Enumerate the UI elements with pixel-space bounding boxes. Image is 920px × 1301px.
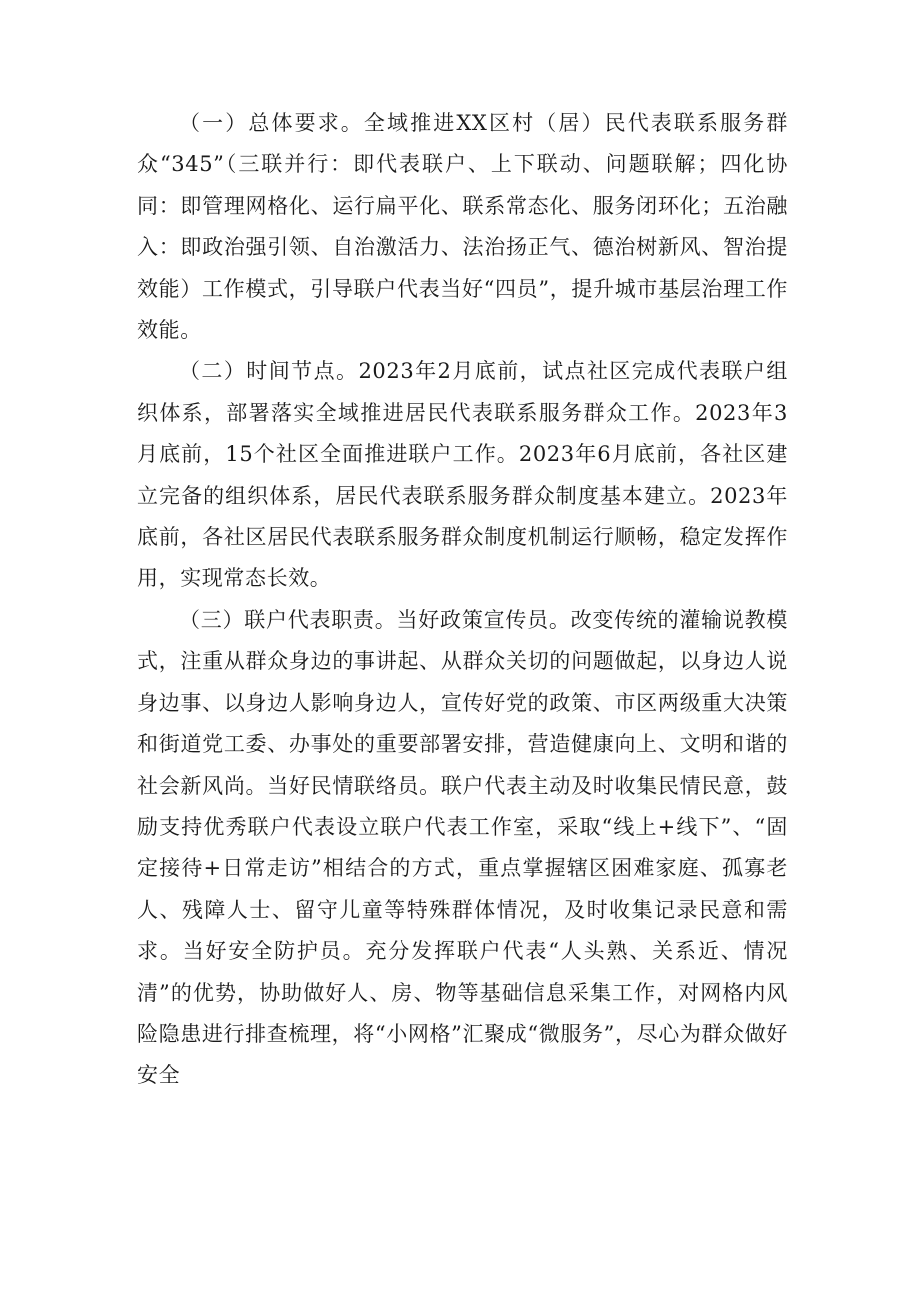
paragraph-overall-requirements: （一）总体要求。全域推进XX区村（居）民代表联系服务群众“345”（三联并行：即代表联户、上下联动、问题联解；四化协同：即管理网格化、运行扁平化、联系常态化、服务闭环化；五治融入：即政治强引领、自治激活力、法治扬正气、德治树新风、智治提效能）工作模式，引导联户代表当好“四员”，提升城市基层治理工作效能。 (137, 111, 788, 343)
document-page (137, 103, 788, 1301)
paragraph-representative-duties: （三）联户代表职责。当好政策宣传员。改变传统的灌输说教模式，注重从群众身边的事讲起、从群众关切的问题做起，以身边人说身边事、以身边人影响身边人，宣传好党的政策、市区两级重大决策和街道党工委、办事处的重要部署安排，营造健康向上、文明和谐的社会新风尚。当好民情联络员。联户代表主动及时收集民情民意，鼓励支持优秀联户代表设立联户代表工作室，采取“线上+线下”、“固定接待+日常走访”相结合的方式，重点掌握辖区困难家庭、孤寡老人、残障人士、留守儿童等特殊群体情况，及时收集记录民意和需求。当好安全防护员。充分发挥联户代表“人头熟、关系近、情况清”的优势，协助做好人、房、物等基础信息采集工作，对网格内风险隐患进行排查梳理，将“小网格”汇聚成“微服务”，尽心为群众做好安全 (137, 607, 788, 1088)
paragraph-time-nodes: （二）时间节点。2023年2月底前，试点社区完成代表联户组织体系，部署落实全域推进居民代表联系服务群众工作。2023年3月底前，15个社区全面推进联户工作。2023年6月底前，各社区建立完备的组织体系，居民代表联系服务群众制度基本建立。2023年底前，各社区居民代表联系服务群众制度机制运行顺畅，稳定发挥作用，实现常态长效。 (137, 359, 788, 591)
